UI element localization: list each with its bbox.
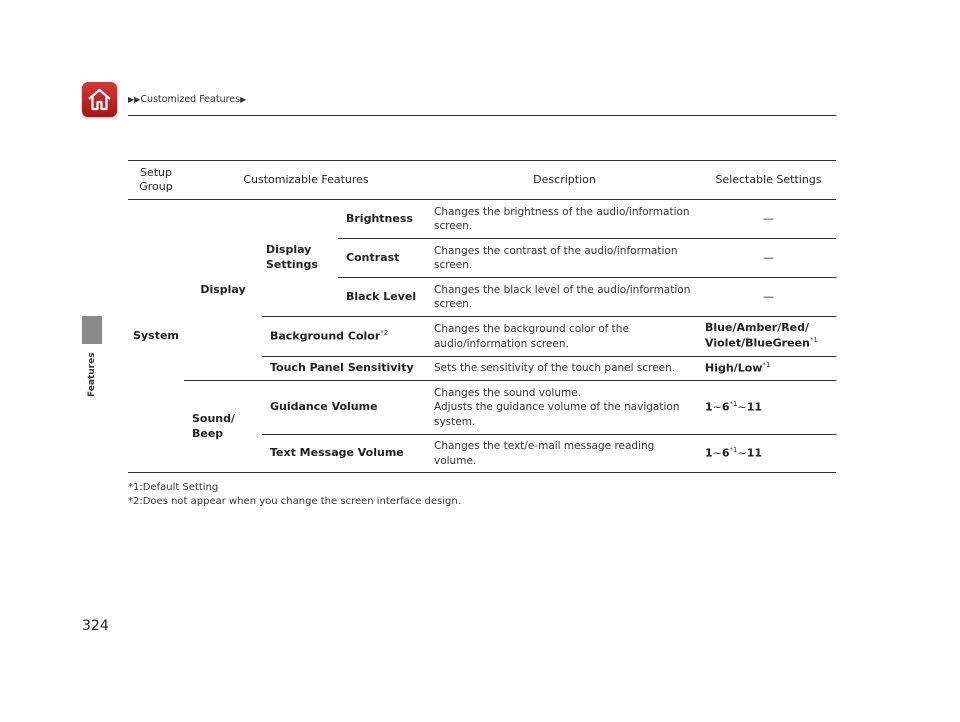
subgroup-display: Display	[184, 200, 262, 381]
sidebar-section-label: Features	[87, 352, 97, 397]
feature-guidance-volume: Guidance Volume	[262, 381, 428, 435]
footnote-2: *2:Does not appear when you change the screen interface design.	[128, 496, 461, 507]
header-description: Description	[428, 161, 701, 200]
sel-background-color: Blue/Amber/Red/ Violet/BlueGreen$^{*1}$	[701, 317, 836, 357]
feature-background-color: Background Color$^{*2}$	[262, 317, 428, 357]
feature-touch-panel-sensitivity: Touch Panel Sensitivity	[262, 357, 428, 381]
feature-brightness: Brightness	[338, 200, 428, 239]
breadcrumb-prefix: ▶▶	[128, 95, 141, 104]
breadcrumb	[128, 94, 246, 105]
sel-text-message-volume: 1~6$^{*1}$~11	[701, 435, 836, 473]
desc-background-color: Changes the background color of the audio/information screen.	[428, 317, 701, 357]
subgroup-display-settings: Display Settings	[262, 200, 338, 317]
footnote-1: *1:Default Setting	[128, 482, 219, 493]
section-tab-marker	[82, 316, 102, 344]
desc-black-level: Changes the black level of the audio/information screen.	[428, 278, 701, 317]
breadcrumb-suffix: ▶	[240, 95, 247, 104]
header-customizable-features: Customizable Features	[184, 161, 428, 200]
footnotes	[128, 481, 461, 509]
header-selectable-settings: Selectable Settings	[701, 161, 836, 200]
home-button[interactable]	[82, 82, 117, 117]
desc-text-message-volume: Changes the text/e-mail message reading volume.	[428, 435, 701, 473]
table-header-row	[128, 161, 836, 200]
customized-features-table	[128, 160, 836, 473]
feature-black-level: Black Level	[338, 278, 428, 317]
desc-guidance-volume: Changes the sound volume. Adjusts the guidance volume of the navigation system.	[428, 381, 701, 435]
home-icon	[87, 87, 112, 112]
sel-brightness: —	[701, 200, 836, 239]
desc-contrast: Changes the contrast of the audio/information screen.	[428, 239, 701, 278]
header-divider	[128, 115, 836, 116]
group-system: System	[128, 200, 184, 473]
desc-brightness: Changes the brightness of the audio/information screen.	[428, 200, 701, 239]
page-number: 324	[82, 618, 109, 634]
table-row	[128, 381, 836, 435]
header-setup-group: Setup Group	[128, 161, 184, 200]
desc-touch-panel-sensitivity: Sets the sensitivity of the touch panel screen.	[428, 357, 701, 381]
sel-guidance-volume: 1~6$^{*1}$~11	[701, 381, 836, 435]
sel-touch-panel-sensitivity: High/Low$^{*1}$	[701, 357, 836, 381]
sel-black-level: —	[701, 278, 836, 317]
breadcrumb-link-customized-features[interactable]: Customized Features	[140, 94, 241, 105]
subgroup-sound-beep: Sound/ Beep	[184, 381, 262, 473]
feature-contrast: Contrast	[338, 239, 428, 278]
table-row	[128, 200, 836, 239]
sel-contrast: —	[701, 239, 836, 278]
feature-text-message-volume: Text Message Volume	[262, 435, 428, 473]
